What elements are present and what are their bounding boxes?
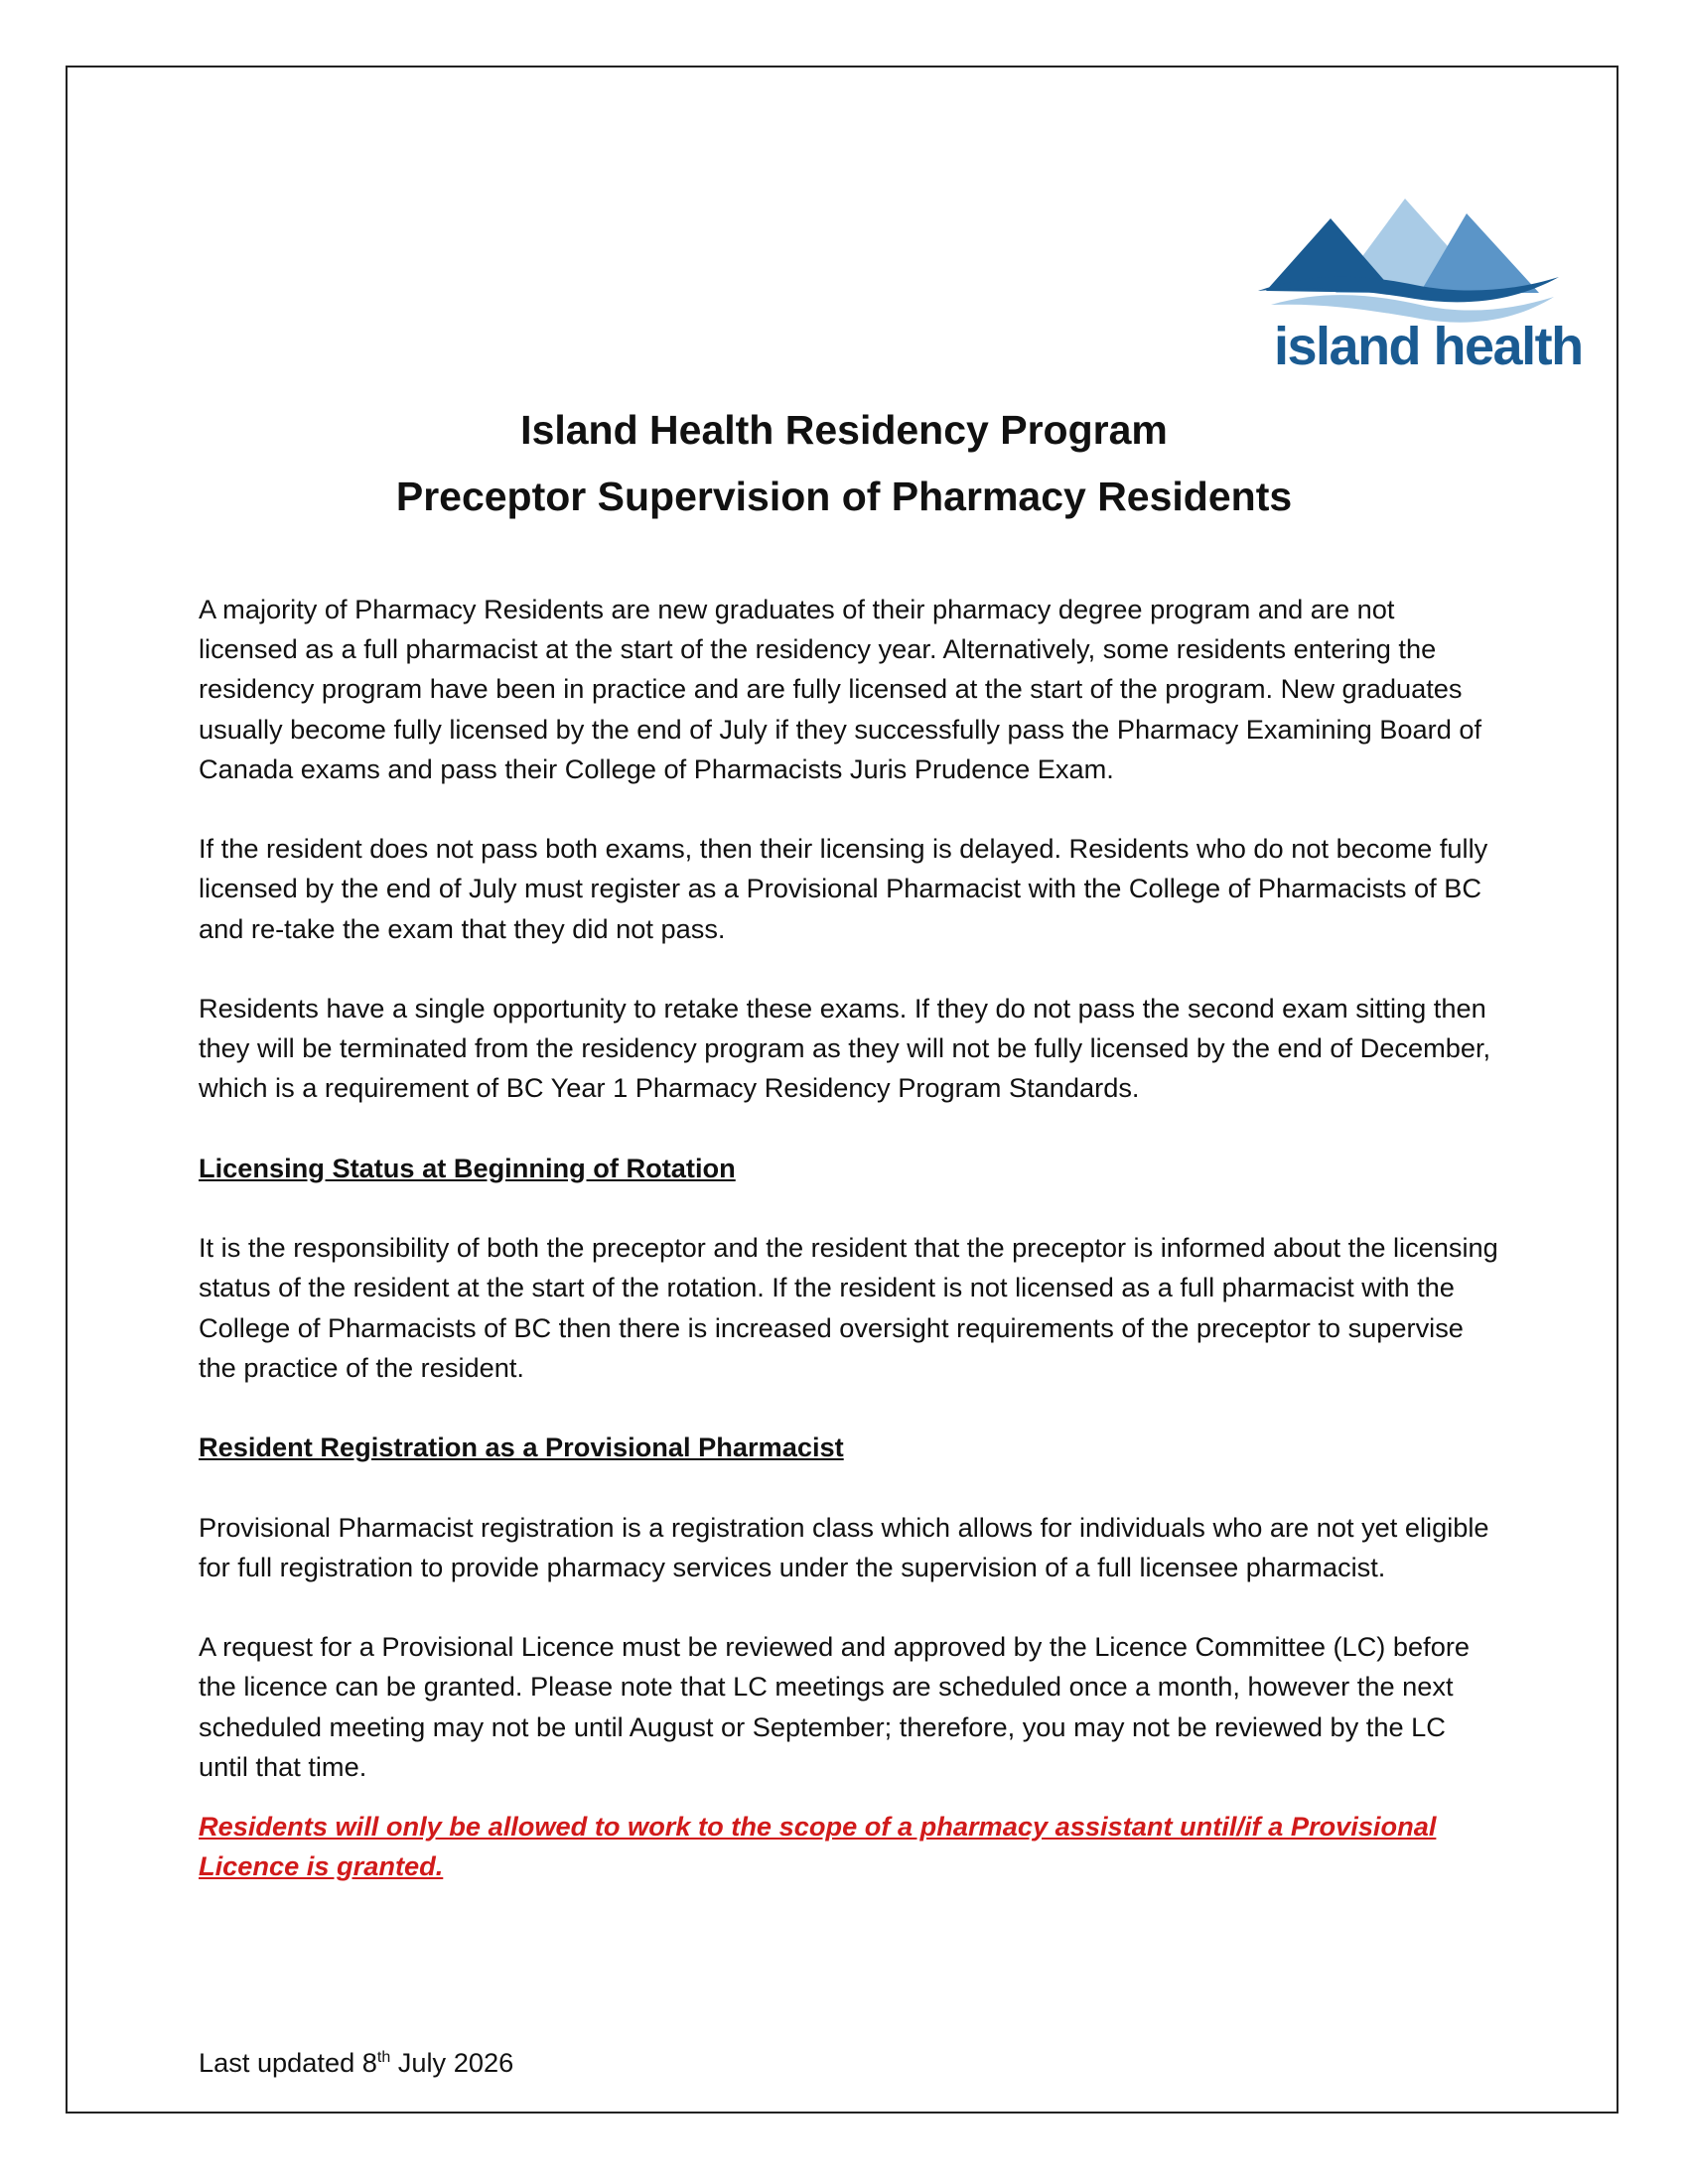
licence-request-paragraph: A request for a Provisional Licence must be reviewed and approved by the Licence Committee (LC) before the licence can be granted. Please note that LC meetings are scheduled once a month, however the next scheduled meeting may not be until August or September; therefore, you may not be reviewed by the LC until that time. — [199, 1631, 1471, 1782]
licensing-status-heading: Licensing Status at Beginning of Rotation — [199, 1152, 736, 1183]
last-updated-prefix: Last updated 8 — [199, 2047, 377, 2078]
last-updated — [199, 2047, 513, 2079]
licensing-status-paragraph: It is the responsibility of both the preceptor and the resident that the preceptor is informed about the licensing status of the resident at the start of the rotation. If the resident is not licensed as a full pharmacist with the College of Pharmacists of BC then there is increased oversight requirements of the preceptor to supervise the practice of the resident. — [199, 1232, 1498, 1383]
registration-heading: Resident Registration as a Provisional Pharmacist — [199, 1432, 844, 1463]
page-title — [0, 397, 1688, 530]
last-updated-ordinal: th — [376, 2048, 391, 2066]
title-line-2: Preceptor Supervision of Pharmacy Residents — [395, 474, 1293, 519]
last-updated-suffix: July 2026 — [390, 2047, 514, 2078]
document-body — [199, 590, 1499, 1927]
intro-paragraph: A majority of Pharmacy Residents are new graduates of their pharmacy degree program and are not licensed as a full pharmacist at the start of the residency year. Alternatively, some residents entering the residency program have been in practice and are fully licensed at the start of the program. New graduates usually become fully licensed by the end of July if they successfully pass the Pharmacy Examining Board of Canada exams and pass their College of Pharmacists Juris Prudence Exam. — [199, 594, 1482, 784]
registration-paragraph: Provisional Pharmacist registration is a registration class which allows for individuals who are not yet eligible for full registration to provide pharmacy services under the supervision of a full licensee pharmacist. — [199, 1511, 1489, 1582]
alert-notice: Residents will only be allowed to work to the scope of a pharmacy assistant until/if a Provisional Licence is granted. — [199, 1810, 1437, 1882]
logo-wordmark: island health — [1274, 317, 1583, 376]
retake-paragraph: Residents have a single opportunity to retake these exams. If they do not pass the second exam sitting then they will be terminated from the residency program as they will not be fully licensed by the end of December, which is a requirement of BC Year 1 Pharmacy Residency Program Standards. — [199, 993, 1491, 1104]
exam-fail-paragraph: If the resident does not pass both exams, then their licensing is delayed. Residents who do not become fully licensed by the end of July must register as a Provisional Pharmacist with the College of Pharmacists of BC and re-take the exam that they did not pass. — [199, 833, 1488, 944]
title-line-1: Island Health Residency Program — [520, 407, 1168, 453]
